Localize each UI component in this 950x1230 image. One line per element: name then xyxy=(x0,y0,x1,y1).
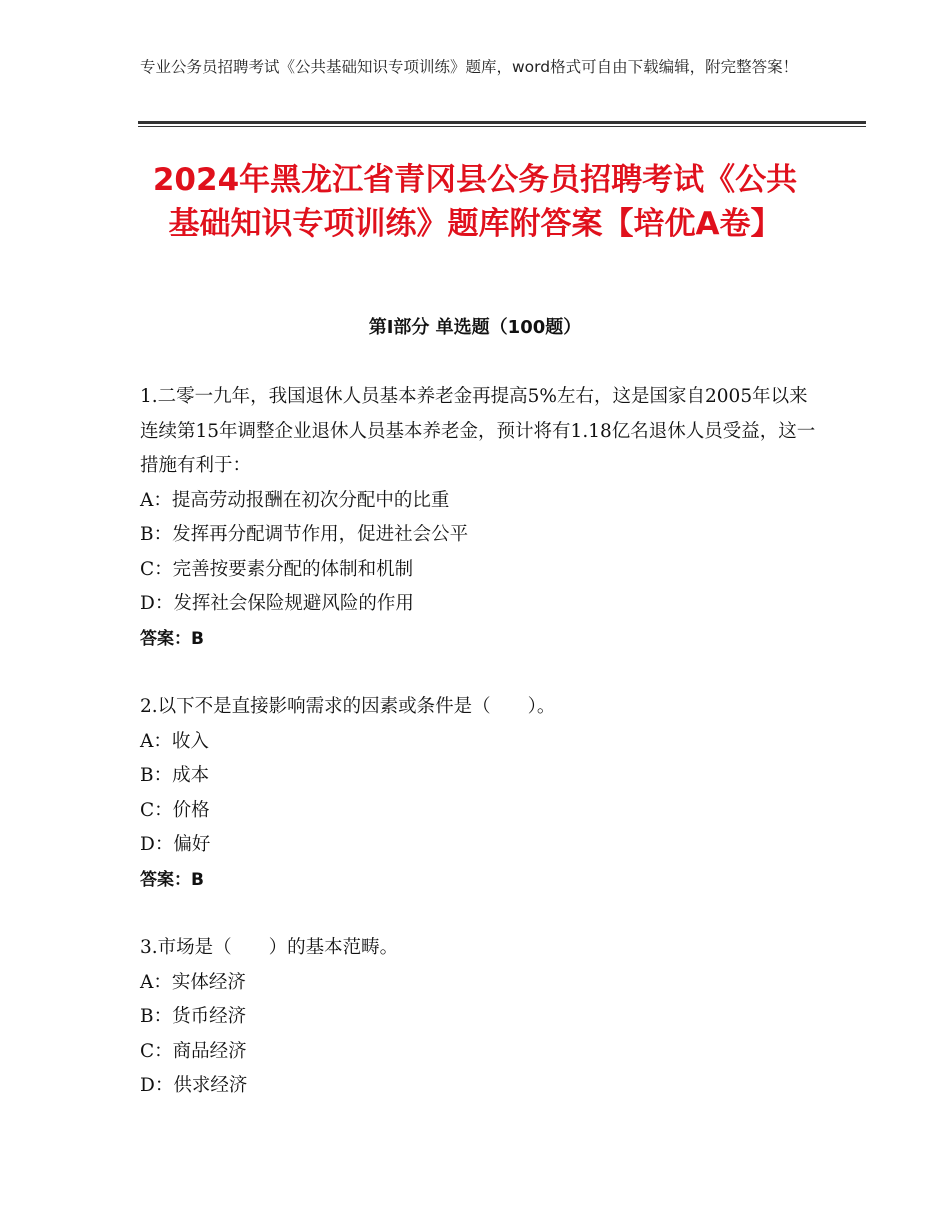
option-b: B：成本 xyxy=(140,765,210,786)
option-b: B：货币经济 xyxy=(140,1006,247,1027)
option-a: A：收入 xyxy=(140,730,209,752)
option-a: A：提高劳动报酬在初次分配中的比重 xyxy=(140,489,450,511)
option-c: C：完善按要素分配的体制和机制 xyxy=(140,558,414,580)
question-2 xyxy=(140,690,820,897)
question-stem: 2.以下不是直接影响需求的因素或条件是（ ）。 xyxy=(140,696,556,717)
question-3 xyxy=(140,931,820,1104)
question-list xyxy=(140,380,820,1138)
header-rule-thick xyxy=(138,121,866,124)
answer-label: 答案：B xyxy=(140,628,204,649)
option-b: B：发挥再分配调节作用，促进社会公平 xyxy=(140,524,469,545)
question-1 xyxy=(140,380,820,656)
question-stem: 3.市场是（ ）的基本范畴。 xyxy=(140,937,399,958)
header-note: 专业公务员招聘考试《公共基础知识专项训练》题库，word格式可自由下载编辑，附完整答案！ xyxy=(140,58,799,76)
header-rule-thin xyxy=(138,126,866,127)
option-c: C：价格 xyxy=(140,799,210,821)
option-a: A：实体经济 xyxy=(140,971,246,993)
option-d: D：供求经济 xyxy=(140,1075,248,1096)
document-title: 2024年黑龙江省青冈县公务员招聘考试《公共基础知识专项训练》题库附答案【培优A卷】 xyxy=(152,162,798,242)
answer-label: 答案：B xyxy=(140,869,204,890)
option-c: C：商品经济 xyxy=(140,1040,247,1062)
option-d: D：发挥社会保险规避风险的作用 xyxy=(140,593,414,614)
option-d: D：偏好 xyxy=(140,834,211,855)
question-stem: 1.二零一九年，我国退休人员基本养老金再提高5%左右，这是国家自2005年以来连续第15年调整企业退休人员基本养老金，预计将有1.18亿名退休人员受益，这一措施有利于： xyxy=(140,386,816,476)
section-heading: 第I部分 单选题（100题） xyxy=(368,317,582,338)
